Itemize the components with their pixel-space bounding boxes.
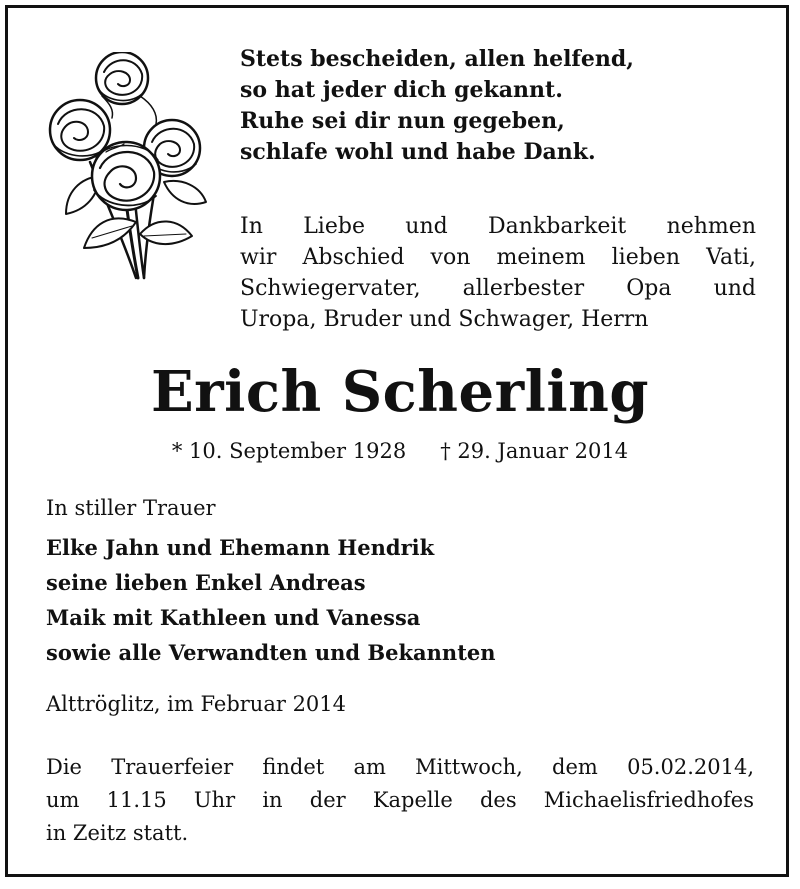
service-line: in Zeitz statt.	[46, 821, 189, 845]
death-date: † 29. Januar 2014	[440, 439, 629, 463]
mourners-list	[46, 530, 496, 670]
poem-line: so hat jeder dich gekannt.	[240, 77, 563, 103]
mourner-line: Elke Jahn und Ehemann Hendrik	[46, 535, 435, 560]
funeral-service-info	[46, 751, 754, 850]
place-and-date: Alttröglitz, im Februar 2014	[46, 692, 347, 716]
mourner-line: Maik mit Kathleen und Vanessa	[46, 605, 421, 630]
service-line: Die Trauerfeier findet am Mittwoch, dem 05.02.2014,	[46, 755, 754, 779]
poem	[240, 44, 760, 168]
farewell-line: Schwiegervater, allerbester Opa und	[240, 276, 756, 301]
poem-line: Stets bescheiden, allen helfend,	[240, 46, 634, 72]
poem-line: Ruhe sei dir nun gegeben,	[240, 108, 565, 134]
farewell-text	[240, 211, 756, 335]
roses-bouquet-icon	[40, 52, 210, 280]
birth-date: * 10. September 1928	[171, 439, 407, 463]
farewell-line: Uropa, Bruder und Schwager, Herrn	[240, 307, 649, 332]
service-line: um 11.15 Uhr in der Kapelle des Michaelisfriedhofes	[46, 788, 754, 812]
deceased-name: Erich Scherling	[150, 359, 650, 425]
mourner-line: sowie alle Verwandten und Bekannten	[46, 640, 496, 665]
life-dates	[0, 435, 800, 467]
mourning-intro: In stiller Trauer	[46, 496, 216, 520]
farewell-line: wir Abschied von meinem lieben Vati,	[240, 245, 756, 270]
poem-line: schlafe wohl und habe Dank.	[240, 139, 596, 165]
mourner-line: seine lieben Enkel Andreas	[46, 570, 366, 595]
farewell-line: In Liebe und Dankbarkeit nehmen	[240, 214, 756, 239]
